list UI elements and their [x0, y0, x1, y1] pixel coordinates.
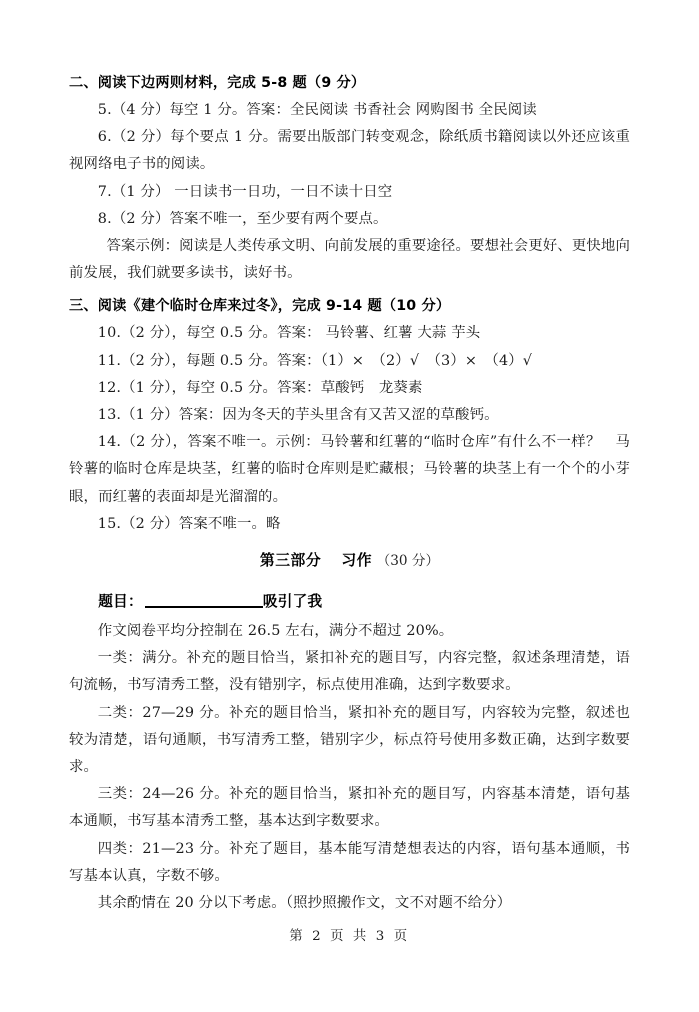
section-two-item-6: 6.（2 分）每个要点 1 分。需要出版部门转变观念，除纸质书籍阅读以外还应该重视网络电子书的阅读。 — [69, 129, 630, 173]
essay-topic-prefix: 题目： — [98, 593, 143, 611]
section-three-item-11: 11.（2 分），每题 0.5 分。答案：（1）× （2）√ （3）× （4）√ — [97, 352, 533, 369]
essay-grade-tier-1: 一类：满分。补充的题目恰当，紧扣补充的题目写，内容完整，叙述条理清楚，语句流畅，书写清秀工整，没有错别字，标点使用准确，达到字数要求。 — [69, 650, 630, 694]
essay-grade-remainder: 其余酌情在 20 分以下考虑。（照抄照搬作文，文不对题不给分） — [97, 895, 512, 912]
section-three-heading: 三、阅读《建个临时仓库来过冬》，完成 9-14 题（10 分） — [69, 298, 451, 315]
page-footer: 第 2 页 共 3 页 — [289, 929, 410, 944]
essay-grade-tier-3: 三类：24—26 分。补充的题目恰当，紧扣补充的题目写，内容基本清楚，语句基本通顺，书写基本清秀工整，基本达到字数要求。 — [69, 786, 630, 830]
essay-grade-tier-4: 四类：21—23 分。补充了题目，基本能写清楚想表达的内容，语句基本通顺，书写基本认真，字数不够。 — [69, 840, 630, 884]
essay-topic-suffix: 吸引了我 — [262, 593, 323, 611]
part-three-title-main: 第三部分 — [259, 552, 322, 570]
section-three-item-15: 15.（2 分）答案不唯一。略 — [97, 515, 281, 532]
section-three-item-13: 13.（1 分）答案：因为冬天的芋头里含有又苦又涩的草酸钙。 — [97, 407, 499, 424]
section-two-sample-answer: 答案示例：阅读是人类传承文明、向前发展的重要途径。要想社会更好、更快地向前发展，我们就要多读书，读好书。 — [69, 238, 630, 282]
section-three-item-10: 10.（2 分），每空 0.5 分。答案： 马铃薯、红薯 大蒜 芋头 — [97, 325, 481, 342]
part-three-title-score: （30 分） — [376, 553, 440, 570]
part-three-title — [69, 547, 630, 575]
part-three-title-sub: 习作 — [341, 552, 373, 570]
section-three-item-12: 12.（1 分），每空 0.5 分。答案：草酸钙 龙葵素 — [97, 379, 423, 396]
section-two-item-7: 7.（1 分） 一日读书一日功，一日不读十日空 — [97, 183, 393, 200]
essay-grade-tier-2: 二类：27—29 分。补充的题目恰当，紧扣补充的题目写，内容较为完整，叙述也较为清楚，语句通顺，书写清秀工整，错别字少，标点符号使用多数正确，达到字数要求。 — [69, 704, 630, 776]
section-two-heading: 二、阅读下边两则材料，完成 5-8 题（9 分） — [69, 75, 366, 91]
essay-scoring-note: 作文阅卷平均分控制在 26.5 左右，满分不超过 20%。 — [97, 623, 454, 640]
document-content — [69, 70, 630, 917]
section-two-item-8: 8.（2 分）答案不唯一，至少要有两个要点。 — [97, 210, 388, 227]
section-two-item-5: 5.（4 分）每空 1 分。答案：全民阅读 书香社会 网购图书 全民阅读 — [97, 102, 537, 118]
section-three-item-14: 14.（2 分），答案不唯一。示例：马铃薯和红薯的“临时仓库”有什么不一样？ 马铃薯的临时仓库是块茎，红薯的临时仓库则是贮藏根；马铃薯的块茎上有一个个的小芽眼，而红薯的表面却是光溜溜的。 — [69, 434, 630, 505]
essay-topic-line — [69, 588, 630, 615]
essay-topic-blank[interactable] — [145, 591, 263, 608]
